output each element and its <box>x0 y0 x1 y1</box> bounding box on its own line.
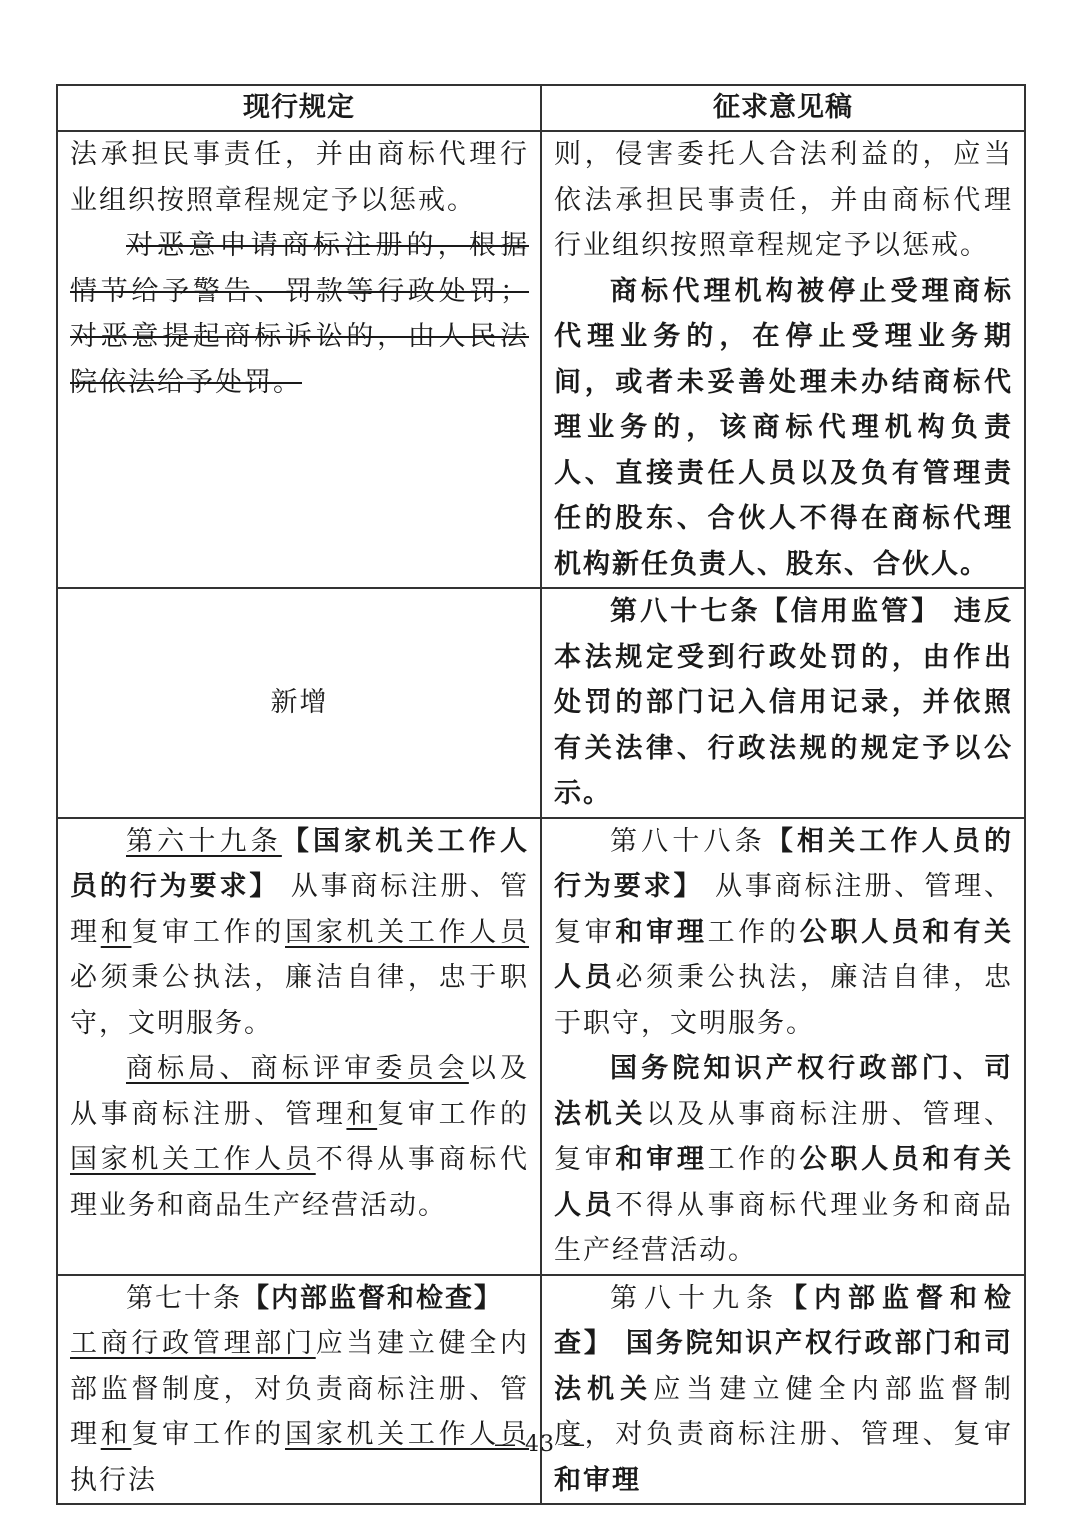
text: 从事商标注册、管理 <box>70 871 529 948</box>
page-number: — 43 — <box>494 1432 586 1457</box>
added-text: 国务院知识产权行政部门和司法机关 <box>554 1328 1014 1405</box>
article-87: 第八十七条【信用监管】 违反本法规定受到行政处罚的，由作出处罚的部门记入信用记录，并依照有关法律、行政法规的规定予以公示。 <box>554 596 1013 809</box>
new-addition-label: 新增 <box>57 588 541 818</box>
article-88-p1 <box>554 819 1013 1047</box>
modified-text: 国家机关工作人员 <box>285 916 530 948</box>
modified-text: 工商行政管理部门 <box>70 1328 316 1359</box>
paragraph: 法承担民事责任，并由商标代理行业组织按照章程规定予以惩戒。 <box>70 139 529 216</box>
article-89-p1 <box>554 1276 1013 1504</box>
article-88-p2 <box>554 1046 1013 1274</box>
article-70-p1 <box>70 1276 529 1504</box>
text: 应当建立健全内部监督制度，对负责商标注册、管理、复审 <box>554 1373 1014 1450</box>
article-title: 【相关工作人员的行为要求】 <box>554 825 1014 902</box>
header-current-rules: 现行规定 <box>57 85 541 131</box>
table-row <box>57 818 1025 1275</box>
comparison-table <box>56 84 1026 1505</box>
text: 复审工作的 <box>131 1419 286 1450</box>
article-69-p2 <box>70 1046 529 1228</box>
added-text: 和审理 <box>615 916 708 948</box>
modified-text: 国家机关工作人员 <box>70 1144 316 1175</box>
article-title: 【内部监督和检查】 <box>242 1282 503 1314</box>
text: 不得从事商标代理业务和商品生产经营活动。 <box>554 1189 1014 1266</box>
draft-cell <box>541 588 1025 818</box>
text: 以及从事商标注册、管理、复审 <box>554 1098 1014 1175</box>
article-number: 第八十九条 <box>610 1282 780 1314</box>
text: 执行法 <box>70 1464 157 1496</box>
draft-cell <box>541 1275 1025 1505</box>
current-rules-cell <box>57 818 541 1275</box>
added-paragraph: 商标代理机构被停止受理商标代理业务的，在停止受理业务期间，或者未妥善处理未办结商标代理业务的，该商标代理机构负责人、直接责任人员以及负有管理责任的股东、合伙人不得在商标代理机构新任负责人、股东、合伙人。 <box>554 275 1013 580</box>
article-title: 【内部监督和检查】 <box>554 1282 1013 1359</box>
added-text: 和审理 <box>554 1464 641 1496</box>
text: 不得从事商标代理业务和商品生产经营活动。 <box>70 1144 530 1221</box>
table-row <box>57 131 1025 588</box>
modified-text: 国家机关工作人员 <box>285 1419 530 1450</box>
text: 应当建立健全内部监督制度，对负责商标注册、管理 <box>70 1328 530 1450</box>
draft-cell <box>541 131 1025 588</box>
added-text: 和审理 <box>615 1144 708 1175</box>
article-number: 第七十条 <box>126 1282 242 1314</box>
added-text: 公职人员和有关人员 <box>554 1144 1014 1221</box>
current-rules-cell <box>57 131 541 588</box>
modified-text: 和 <box>100 916 132 948</box>
text: 复审工作的 <box>131 916 286 948</box>
text: 工作的 <box>707 916 800 948</box>
article-number: 第八十八条 <box>610 825 766 857</box>
article-69-p1 <box>70 819 529 1047</box>
modified-text: 商标局、商标评审委员会 <box>126 1053 469 1084</box>
table-row <box>57 588 1025 818</box>
text: 必须秉公执法，廉洁自律，忠于职守，文明服务。 <box>70 962 529 1039</box>
table-header-row <box>57 85 1025 131</box>
text: 必须秉公执法，廉洁自律，忠于职守，文明服务。 <box>554 962 1014 1039</box>
text: 从事商标注册、管理、复审 <box>554 871 1013 948</box>
added-text: 公职人员和有关人员 <box>554 916 1014 993</box>
text: 工作的 <box>707 1144 800 1175</box>
article-title: 【国家机关工作人员的行为要求】 <box>70 825 530 902</box>
paragraph: 则，侵害委托人合法利益的，应当依法承担民事责任，并由商标代理行业组织按照章程规定予以惩戒。 <box>554 139 1013 261</box>
text: 以及从事商标注册、管理 <box>70 1053 530 1130</box>
article-number: 第六十九条 <box>126 825 282 857</box>
header-draft: 征求意见稿 <box>541 85 1025 131</box>
modified-text: 和 <box>100 1419 132 1450</box>
draft-cell <box>541 818 1025 1275</box>
table-row <box>57 1275 1025 1505</box>
current-rules-cell <box>57 1275 541 1505</box>
text: 复审工作的 <box>377 1098 530 1130</box>
deleted-paragraph: 对恶意申请商标注册的，根据情节给予警告、罚款等行政处罚；对恶意提起商标诉讼的，由人民法院依法给予处罚。 <box>70 230 529 398</box>
modified-text: 和 <box>346 1098 378 1130</box>
added-text: 国务院知识产权行政部门、司法机关 <box>554 1053 1013 1130</box>
